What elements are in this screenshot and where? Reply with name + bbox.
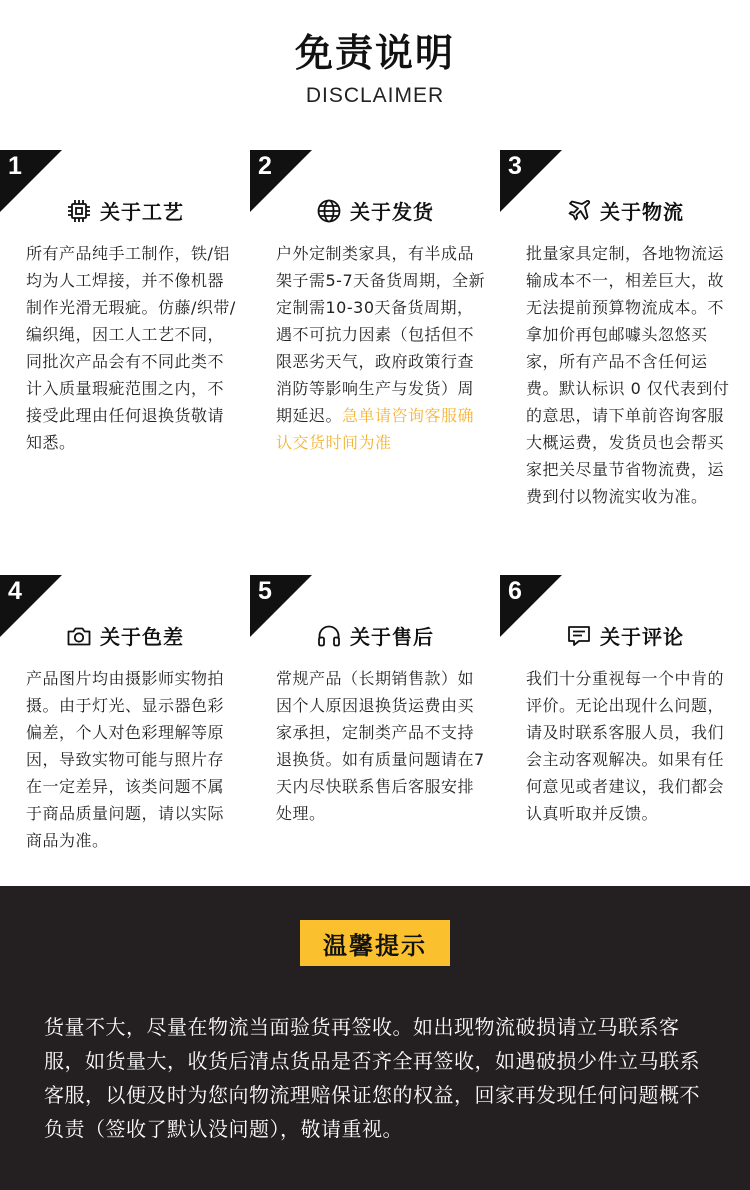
chip-icon [66, 198, 92, 224]
card-heading [0, 621, 250, 650]
card-heading [500, 196, 750, 225]
card-text [276, 240, 488, 456]
card-text [526, 240, 738, 510]
tip-title: 温馨提示 [323, 931, 427, 960]
card-text [26, 665, 238, 854]
card-number: 5 [258, 577, 272, 605]
card-text-body: 常规产品（长期销售款）如因个人原因退换货运费由买家承担，定制类产品不支持退换货。如有质量问题请在7 天内尽快联系售后客服安排处理。 [276, 669, 485, 823]
card-heading [0, 196, 250, 225]
card-number: 3 [508, 152, 522, 180]
card-heading [250, 621, 500, 650]
header [0, 0, 750, 140]
card-text-body: 产品图片均由摄影师实物拍摄。由于灯光、显示器色彩偏差，个人对色彩理解等原因，导致实物可能与照片存在一定差异，该类问题不属于商品质量问题，请以实际商品为准。 [26, 669, 225, 850]
globe-icon [316, 198, 342, 224]
card-title: 关于工艺 [100, 200, 184, 224]
card-text [26, 240, 238, 456]
card-heading [500, 621, 750, 650]
card-number: 6 [508, 577, 522, 605]
card-text [526, 665, 738, 827]
page-subtitle: DISCLAIMER [305, 84, 445, 107]
card-text-body: 批量家具定制，各地物流运输成本不一，相差巨大，故无法提前预算物流成本。不拿加价再包邮噱头忽悠买家，所有产品不含任何运费。默认标识 0 仅代表到付的意思，请下单前咨询客服大概运费，发货员也会帮买家把关尽量节省物流费，运费到付以物流实收为准。 [526, 244, 730, 506]
card-text [276, 665, 488, 827]
headphones-icon [316, 623, 342, 649]
card-number: 4 [8, 577, 22, 605]
tip-text: 货量不大，尽量在物流当面验货再签收。如出现物流破损请立马联系客服，如货量大，收货后清点货品是否齐全再签收，如遇破损少件立马联系客服，以便及时为您向物流理赔保证您的权益，回家再发现任何问题概不负责（签收了默认没问题），敬请重视。 [44, 1015, 700, 1141]
page-title: 免责说明 [294, 31, 455, 75]
tip-title-badge [300, 920, 450, 966]
card-title: 关于色差 [100, 625, 184, 649]
card-title: 关于售后 [350, 625, 434, 649]
card-text-body: 我们十分重视每一个中肯的评价。无论出现什么问题，请及时联系客服人员，我们会主动客观解决。如果有任何意见或者建议，我们都会认真听取并反馈。 [526, 669, 725, 823]
card-text-body: 所有产品纯手工制作，铁/铝均为人工焊接，并不像机器制作光滑无瑕疵。仿藤/织带/编织绳，因工人工艺不同，同批次产品会有不同此类不计入质量瑕疵范围之内，不接受此理由任何退换货敬请知悉。 [26, 244, 236, 452]
camera-icon [66, 623, 92, 649]
card-title: 关于物流 [600, 200, 684, 224]
comment-icon [566, 623, 592, 649]
card-title: 关于评论 [600, 625, 684, 649]
warm-tips-section [0, 886, 750, 1190]
card-text-body: 户外定制类家具，有半成品架子需5-7天备货周期，全新定制需10-30天备货周期，遇不可抗力因素（包括但不限恶劣天气，政府政策行查消防等影响生产与发货）周期延迟。 [276, 244, 486, 425]
card-number: 1 [8, 152, 22, 180]
card-text-highlight: 急单请咨询客服确认交货时间为准 [276, 406, 475, 452]
card-number: 2 [258, 152, 272, 180]
airplane-icon [566, 198, 592, 224]
card-title: 关于发货 [350, 200, 434, 224]
card-heading [250, 196, 500, 225]
